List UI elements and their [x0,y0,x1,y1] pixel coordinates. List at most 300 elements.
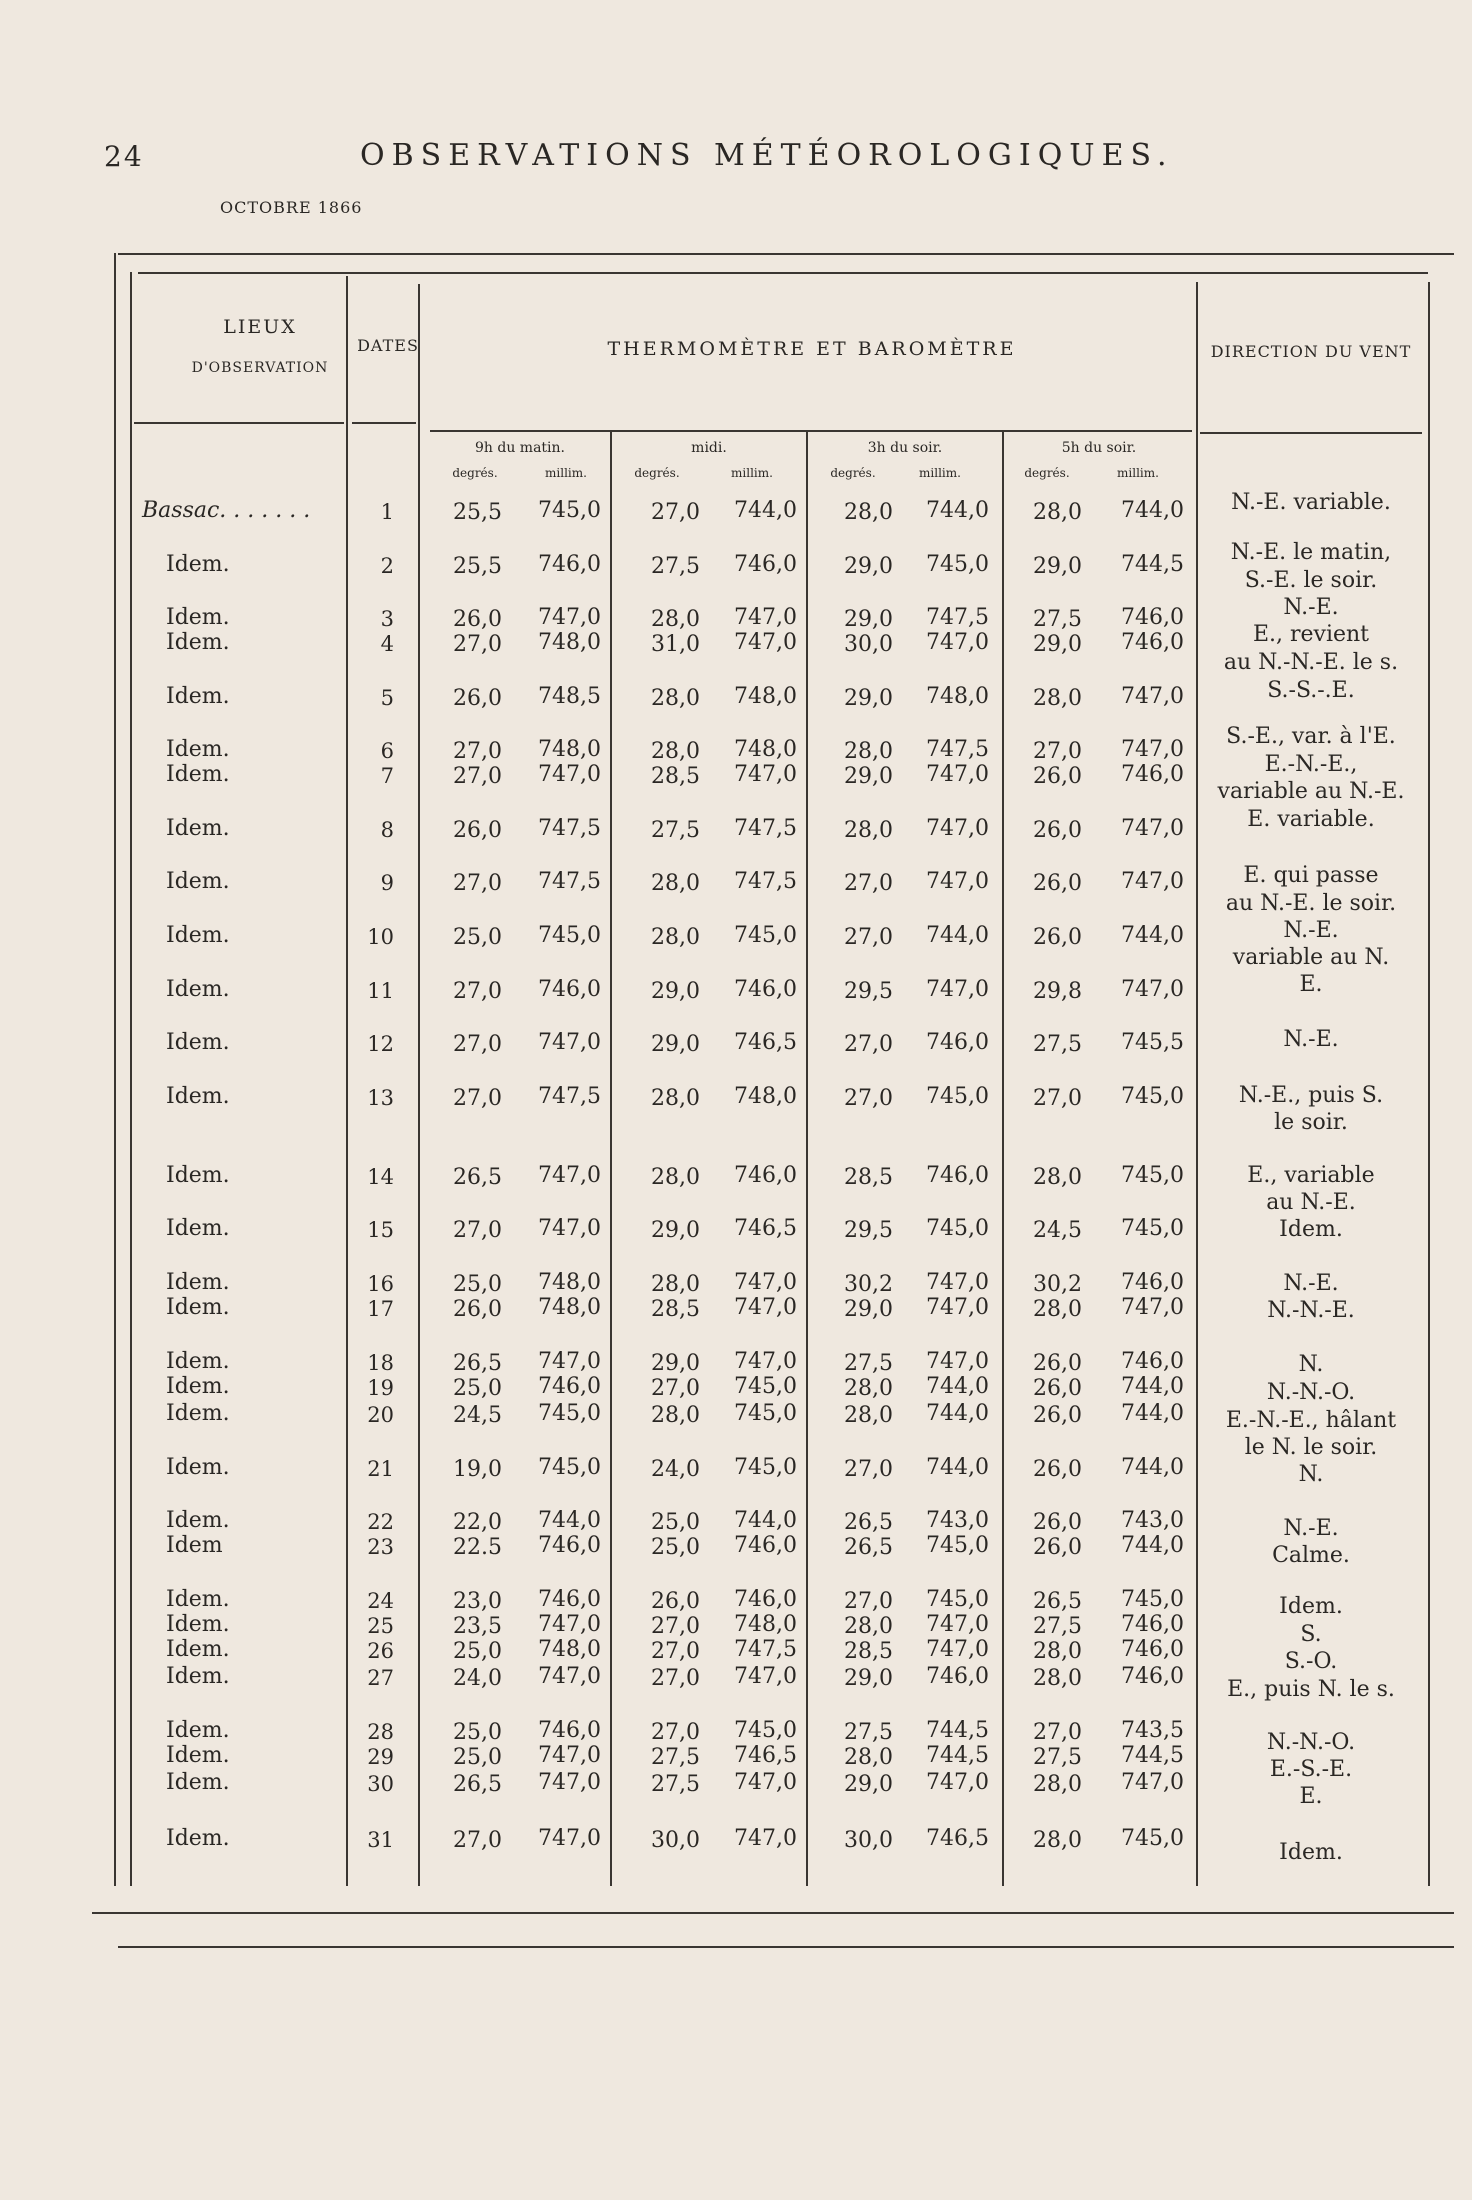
baro-cell: 744,0 [1121,1533,1184,1558]
date-cell: 25 [367,1614,394,1638]
lieu-cell: Idem. [166,923,230,948]
date-cell: 9 [380,871,394,895]
baro-cell: 747,0 [734,1349,797,1374]
temp-cell: 29,0 [651,1032,700,1057]
date-cell: 16 [367,1272,394,1296]
wind-line: S.-E., var. à l'E. [1226,724,1396,749]
baro-cell: 748,0 [734,1084,797,1109]
date-cell: 7 [380,764,394,788]
date-cell: 8 [380,818,394,842]
temp-cell: 28,0 [1033,1772,1082,1797]
lieu-cell: Idem. [166,1743,230,1768]
lieu-cell: Idem. [166,977,230,1002]
temp-cell: 27,0 [453,1218,502,1243]
date-cell: 20 [367,1403,394,1427]
temp-cell: 28,0 [1033,500,1082,525]
wind-line: E. [1299,1784,1323,1809]
date-cell: 3 [380,607,394,631]
temp-cell: 27,5 [1033,1745,1082,1770]
temp-cell: 27,0 [1033,1720,1082,1745]
wind-line: Idem. [1279,1217,1343,1242]
date-cell: 29 [367,1745,394,1769]
baro-cell: 744,0 [926,923,989,948]
temp-cell: 26,5 [453,1165,502,1190]
baro-cell: 747,0 [926,1770,989,1795]
baro-cell: 747,0 [926,977,989,1002]
temp-cell: 24,5 [1033,1218,1082,1243]
temp-cell: 27,0 [651,1720,700,1745]
wind-line: N.-N.-E. [1267,1298,1355,1323]
temp-cell: 28,0 [1033,1297,1082,1322]
baro-cell: 747,0 [926,869,989,894]
lieu-cell: Idem. [166,1163,230,1188]
header-rule-vent [1200,432,1422,434]
wind-line: S.-E. le soir. [1244,568,1378,593]
temp-cell: 27,0 [1033,1086,1082,1111]
baro-cell: 744,0 [538,1508,601,1533]
baro-cell: 745,0 [926,552,989,577]
baro-cell: 747,0 [538,1216,601,1241]
month-label: OCTOBRE 1866 [220,198,363,217]
temp-cell: 26,0 [1033,1376,1082,1401]
baro-cell: 746,0 [734,552,797,577]
temp-cell: 29,5 [844,979,893,1004]
baro-cell: 744,5 [926,1743,989,1768]
temp-cell: 28,5 [844,1639,893,1664]
page-number: 24 [104,140,144,173]
baro-cell: 747,0 [926,816,989,841]
date-cell: 31 [367,1828,394,1852]
wind-line: N. [1298,1462,1324,1487]
header-thermo-baro: THERMOMÈTRE ET BAROMÈTRE [607,338,1017,360]
baro-cell: 744,0 [1121,498,1184,523]
temp-cell: 29,0 [844,554,893,579]
baro-cell: 748,0 [538,1270,601,1295]
baro-cell: 746,0 [1121,762,1184,787]
baro-cell: 746,0 [1121,1270,1184,1295]
temp-cell: 25,0 [453,1376,502,1401]
baro-cell: 744,0 [926,1401,989,1426]
header-lieux-sub: D'OBSERVATION [191,360,329,376]
wind-line: Idem. [1279,1594,1343,1619]
wind-line: N.-E. [1283,918,1339,943]
header-rule-lieux [134,422,344,424]
baro-cell: 745,0 [734,1718,797,1743]
lieu-cell: Idem. [166,1508,230,1533]
temp-cell: 25,0 [453,1720,502,1745]
temp-cell: 26,0 [1033,1510,1082,1535]
temp-cell: 27,0 [453,1086,502,1111]
temp-cell: 28,0 [844,1376,893,1401]
wind-line: N. [1298,1352,1324,1377]
temp-cell: 26,5 [844,1510,893,1535]
baro-cell: 744,0 [926,498,989,523]
lieu-cell: Idem. [166,1612,230,1637]
baro-cell: 748,0 [926,684,989,709]
lieu-cell: Bassac. . . . . . . [142,498,311,523]
unit-mm: millim. [731,466,773,480]
temp-cell: 27,0 [453,1828,502,1853]
temp-cell: 28,0 [651,686,700,711]
baro-cell: 747,0 [538,1612,601,1637]
temp-cell: 27,0 [453,871,502,896]
temp-cell: 25,5 [453,554,502,579]
baro-cell: 747,0 [1121,869,1184,894]
wind-line: au N.-E. [1266,1190,1356,1215]
wind-line: E.-N.-E., [1264,752,1358,777]
temp-cell: 27,0 [651,1666,700,1691]
baro-cell: 747,0 [1121,1770,1184,1795]
temp-cell: 26,0 [1033,1535,1082,1560]
baro-cell: 746,0 [538,977,601,1002]
baro-cell: 746,0 [926,1030,989,1055]
temp-cell: 28,0 [1033,1666,1082,1691]
baro-cell: 747,0 [1121,1295,1184,1320]
temp-cell: 24,5 [453,1403,502,1428]
baro-cell: 744,0 [926,1374,989,1399]
temp-cell: 30,0 [844,1828,893,1853]
baro-cell: 744,0 [734,498,797,523]
temp-cell: 27,0 [1033,739,1082,764]
wind-line: variable au N. [1232,945,1390,970]
baro-cell: 748,0 [538,1637,601,1662]
wind-line: E.-N.-E., hâlant [1225,1408,1397,1433]
date-cell: 28 [367,1720,394,1744]
temp-cell: 28,0 [844,739,893,764]
lieu-cell: Idem. [166,1718,230,1743]
baro-cell: 746,0 [538,552,601,577]
lieu-cell: Idem. [166,630,230,655]
temp-cell: 26,0 [1033,818,1082,843]
baro-cell: 744,0 [1121,1401,1184,1426]
unit-mm: millim. [919,466,961,480]
temp-cell: 27,0 [453,632,502,657]
header-time-3h: 3h du soir. [867,440,943,456]
temp-cell: 29,0 [844,764,893,789]
unit-deg: degrés. [1024,466,1070,480]
lieu-cell: Idem. [166,1270,230,1295]
baro-cell: 746,0 [1121,1612,1184,1637]
temp-cell: 26,0 [1033,1403,1082,1428]
baro-cell: 745,0 [1121,1163,1184,1188]
temp-cell: 28,0 [844,1403,893,1428]
temp-cell: 27,5 [651,1745,700,1770]
wind-line: N.-E. [1283,1516,1339,1541]
lieu-cell: Idem. [166,684,230,709]
temp-cell: 26,0 [453,607,502,632]
wind-line: N.-E. [1283,1271,1339,1296]
header-direction-vent: DIRECTION DU VENT [1210,342,1412,361]
temp-cell: 30,0 [844,632,893,657]
date-cell: 18 [367,1351,394,1375]
baro-cell: 747,0 [1121,816,1184,841]
temp-cell: 28,0 [844,1745,893,1770]
baro-cell: 747,0 [1121,977,1184,1002]
baro-cell: 745,0 [1121,1587,1184,1612]
baro-cell: 745,0 [538,498,601,523]
baro-cell: 745,0 [926,1084,989,1109]
temp-cell: 27,0 [651,1639,700,1664]
temp-cell: 26,0 [453,1297,502,1322]
wind-line: N.-N.-O. [1266,1380,1356,1405]
header-time-midi: midi. [691,440,727,456]
baro-cell: 747,0 [538,762,601,787]
baro-cell: 747,0 [538,1826,601,1851]
date-cell: 24 [367,1589,394,1613]
temp-cell: 29,0 [844,1772,893,1797]
baro-cell: 745,0 [734,1455,797,1480]
baro-cell: 747,0 [734,605,797,630]
temp-cell: 27,0 [453,1032,502,1057]
baro-cell: 748,0 [734,1612,797,1637]
lieu-cell: Idem. [166,1637,230,1662]
header-lieux: LIEUX [223,316,297,338]
baro-cell: 746,0 [538,1587,601,1612]
header-time-9h: 9h du matin. [475,440,565,456]
wind-line: E.-S.-E. [1269,1757,1353,1782]
temp-cell: 28,5 [651,1297,700,1322]
baro-cell: 746,0 [538,1718,601,1743]
header-dates: DATES [357,336,419,355]
wind-line: le soir. [1274,1110,1348,1135]
temp-cell: 29,0 [1033,554,1082,579]
lieu-cell: Idem. [166,1374,230,1399]
table-left-border [114,253,116,1886]
baro-cell: 748,0 [734,684,797,709]
baro-cell: 744,0 [1121,1374,1184,1399]
temp-cell: 29,5 [844,1218,893,1243]
temp-cell: 29,0 [651,1351,700,1376]
temp-cell: 28,0 [1033,1828,1082,1853]
lieu-cell: Idem. [166,869,230,894]
baro-cell: 747,0 [538,1664,601,1689]
date-cell: 27 [367,1666,394,1690]
temp-cell: 27,5 [844,1720,893,1745]
baro-cell: 747,0 [734,1270,797,1295]
baro-cell: 747,5 [734,1637,797,1662]
baro-cell: 743,5 [1121,1718,1184,1743]
baro-cell: 748,0 [538,630,601,655]
temp-cell: 30,2 [844,1272,893,1297]
temp-cell: 24,0 [651,1457,700,1482]
col-divider-vent [1196,282,1198,1886]
header-rule-thermo [430,430,1192,432]
temp-cell: 29,0 [651,979,700,1004]
lieu-cell: Idem. [166,1084,230,1109]
baro-cell: 744,5 [1121,1743,1184,1768]
date-cell: 4 [380,632,394,656]
wind-line: N.-E. variable. [1231,490,1391,515]
temp-cell: 31,0 [651,632,700,657]
date-cell: 22 [367,1510,394,1534]
baro-cell: 747,5 [538,816,601,841]
wind-line: N.-E. le matin, [1230,540,1392,565]
baro-cell: 745,0 [1121,1216,1184,1241]
lieu-cell: Idem. [166,737,230,762]
date-cell: 5 [380,686,394,710]
baro-cell: 747,0 [538,1030,601,1055]
unit-mm: millim. [1117,466,1159,480]
temp-cell: 26,0 [453,818,502,843]
date-cell: 1 [380,500,394,524]
lieu-cell: Idem. [166,605,230,630]
temp-cell: 26,0 [1033,1457,1082,1482]
temp-cell: 29,0 [1033,632,1082,657]
lieu-cell: Idem. [166,1401,230,1426]
temp-cell: 28,0 [1033,686,1082,711]
baro-cell: 747,0 [734,1826,797,1851]
temp-cell: 27,5 [1033,1032,1082,1057]
baro-cell: 745,5 [1121,1030,1184,1055]
baro-cell: 744,5 [926,1718,989,1743]
baro-cell: 745,0 [926,1216,989,1241]
baro-cell: 747,0 [734,630,797,655]
temp-cell: 25,0 [453,1272,502,1297]
baro-cell: 745,0 [538,923,601,948]
baro-cell: 744,5 [1121,552,1184,577]
baro-cell: 745,0 [734,923,797,948]
temp-cell: 25,0 [453,925,502,950]
baro-cell: 747,0 [926,1295,989,1320]
baro-cell: 744,0 [734,1508,797,1533]
temp-cell: 30,2 [1033,1272,1082,1297]
baro-cell: 747,0 [926,630,989,655]
wind-line: E. variable. [1247,807,1375,832]
table-top-rule [118,253,1454,255]
date-cell: 12 [367,1032,394,1056]
baro-cell: 747,0 [926,1270,989,1295]
table-bottom-rule-outer [118,1946,1454,1948]
temp-cell: 27,0 [651,1376,700,1401]
temp-cell: 28,0 [844,1614,893,1639]
baro-cell: 747,0 [538,1770,601,1795]
temp-cell: 26,0 [1033,764,1082,789]
unit-deg: degrés. [452,466,498,480]
temp-cell: 27,0 [651,500,700,525]
temp-cell: 28,5 [651,764,700,789]
temp-cell: 26,0 [453,686,502,711]
temp-cell: 29,0 [844,686,893,711]
baro-cell: 747,0 [538,1163,601,1188]
baro-cell: 746,0 [734,977,797,1002]
temp-cell: 22,0 [453,1510,502,1535]
baro-cell: 746,0 [538,1533,601,1558]
baro-cell: 743,0 [1121,1508,1184,1533]
lieu-cell: Idem. [166,552,230,577]
date-cell: 30 [367,1772,394,1796]
wind-line: variable au N.-E. [1217,779,1405,804]
baro-cell: 746,0 [1121,630,1184,655]
wind-line: N.-E. [1283,595,1339,620]
temp-cell: 28,0 [651,925,700,950]
lieu-cell: Idem. [166,1587,230,1612]
baro-cell: 744,0 [1121,1455,1184,1480]
temp-cell: 25,0 [453,1639,502,1664]
baro-cell: 746,5 [734,1743,797,1768]
temp-cell: 26,5 [453,1351,502,1376]
temp-cell: 28,0 [1033,1165,1082,1190]
baro-cell: 746,0 [1121,1637,1184,1662]
temp-cell: 23,5 [453,1614,502,1639]
baro-cell: 747,0 [926,1637,989,1662]
date-cell: 6 [380,739,394,763]
baro-cell: 746,5 [734,1216,797,1241]
lieu-cell: Idem. [166,1030,230,1055]
page-title: OBSERVATIONS MÉTÉOROLOGIQUES. [360,138,1174,173]
temp-cell: 26,5 [844,1535,893,1560]
lieu-cell: Idem. [166,1664,230,1689]
baro-cell: 746,5 [734,1030,797,1055]
temp-cell: 28,0 [844,818,893,843]
baro-cell: 746,0 [734,1163,797,1188]
date-cell: 15 [367,1218,394,1242]
temp-cell: 28,0 [651,871,700,896]
baro-cell: 747,0 [1121,737,1184,762]
temp-cell: 30,0 [651,1828,700,1853]
baro-cell: 745,0 [926,1533,989,1558]
table-bottom-rule [92,1912,1454,1914]
temp-cell: 27,0 [844,1589,893,1614]
baro-cell: 745,0 [1121,1084,1184,1109]
temp-cell: 28,0 [651,739,700,764]
baro-cell: 745,0 [734,1374,797,1399]
wind-line: S.-S.-.E. [1267,678,1355,703]
table-left-border-inner [130,272,132,1886]
temp-cell: 27,5 [651,818,700,843]
temp-cell: 26,0 [1033,871,1082,896]
date-cell: 2 [380,554,394,578]
lieu-cell: Idem. [166,816,230,841]
temp-cell: 22.5 [453,1535,502,1560]
temp-cell: 27,0 [453,764,502,789]
wind-line: N.-E. [1283,1027,1339,1052]
baro-cell: 747,0 [538,1743,601,1768]
baro-cell: 747,0 [538,605,601,630]
baro-cell: 745,0 [538,1401,601,1426]
wind-line: E., revient [1252,622,1370,647]
table-right-border [1428,282,1430,1886]
temp-cell: 29,0 [651,1218,700,1243]
baro-cell: 747,5 [538,1084,601,1109]
wind-line: au N.-E. le soir. [1225,891,1397,916]
lieu-cell: Idem. [166,762,230,787]
temp-cell: 27,0 [844,1457,893,1482]
header-time-5h: 5h du soir. [1061,440,1137,456]
baro-cell: 745,0 [538,1455,601,1480]
date-cell: 13 [367,1086,394,1110]
lieu-cell: Idem. [166,1770,230,1795]
temp-cell: 25,0 [453,1745,502,1770]
wind-line: Calme. [1272,1543,1350,1568]
header-rule-dates [352,422,416,424]
lieu-cell: Idem. [166,1455,230,1480]
lieu-cell: Idem. [166,1216,230,1241]
wind-line: Idem. [1279,1840,1343,1865]
temp-cell: 27,0 [453,979,502,1004]
date-cell: 10 [367,925,394,949]
wind-line: E., puis N. le s. [1227,1677,1395,1702]
temp-cell: 28,0 [651,607,700,632]
baro-cell: 747,5 [734,869,797,894]
date-cell: 19 [367,1376,394,1400]
baro-cell: 747,0 [734,1770,797,1795]
temp-cell: 26,5 [453,1772,502,1797]
table-top-rule-inner [138,272,1428,274]
baro-cell: 745,0 [926,1587,989,1612]
temp-cell: 28,0 [844,500,893,525]
temp-cell: 28,0 [651,1086,700,1111]
baro-cell: 746,0 [734,1587,797,1612]
